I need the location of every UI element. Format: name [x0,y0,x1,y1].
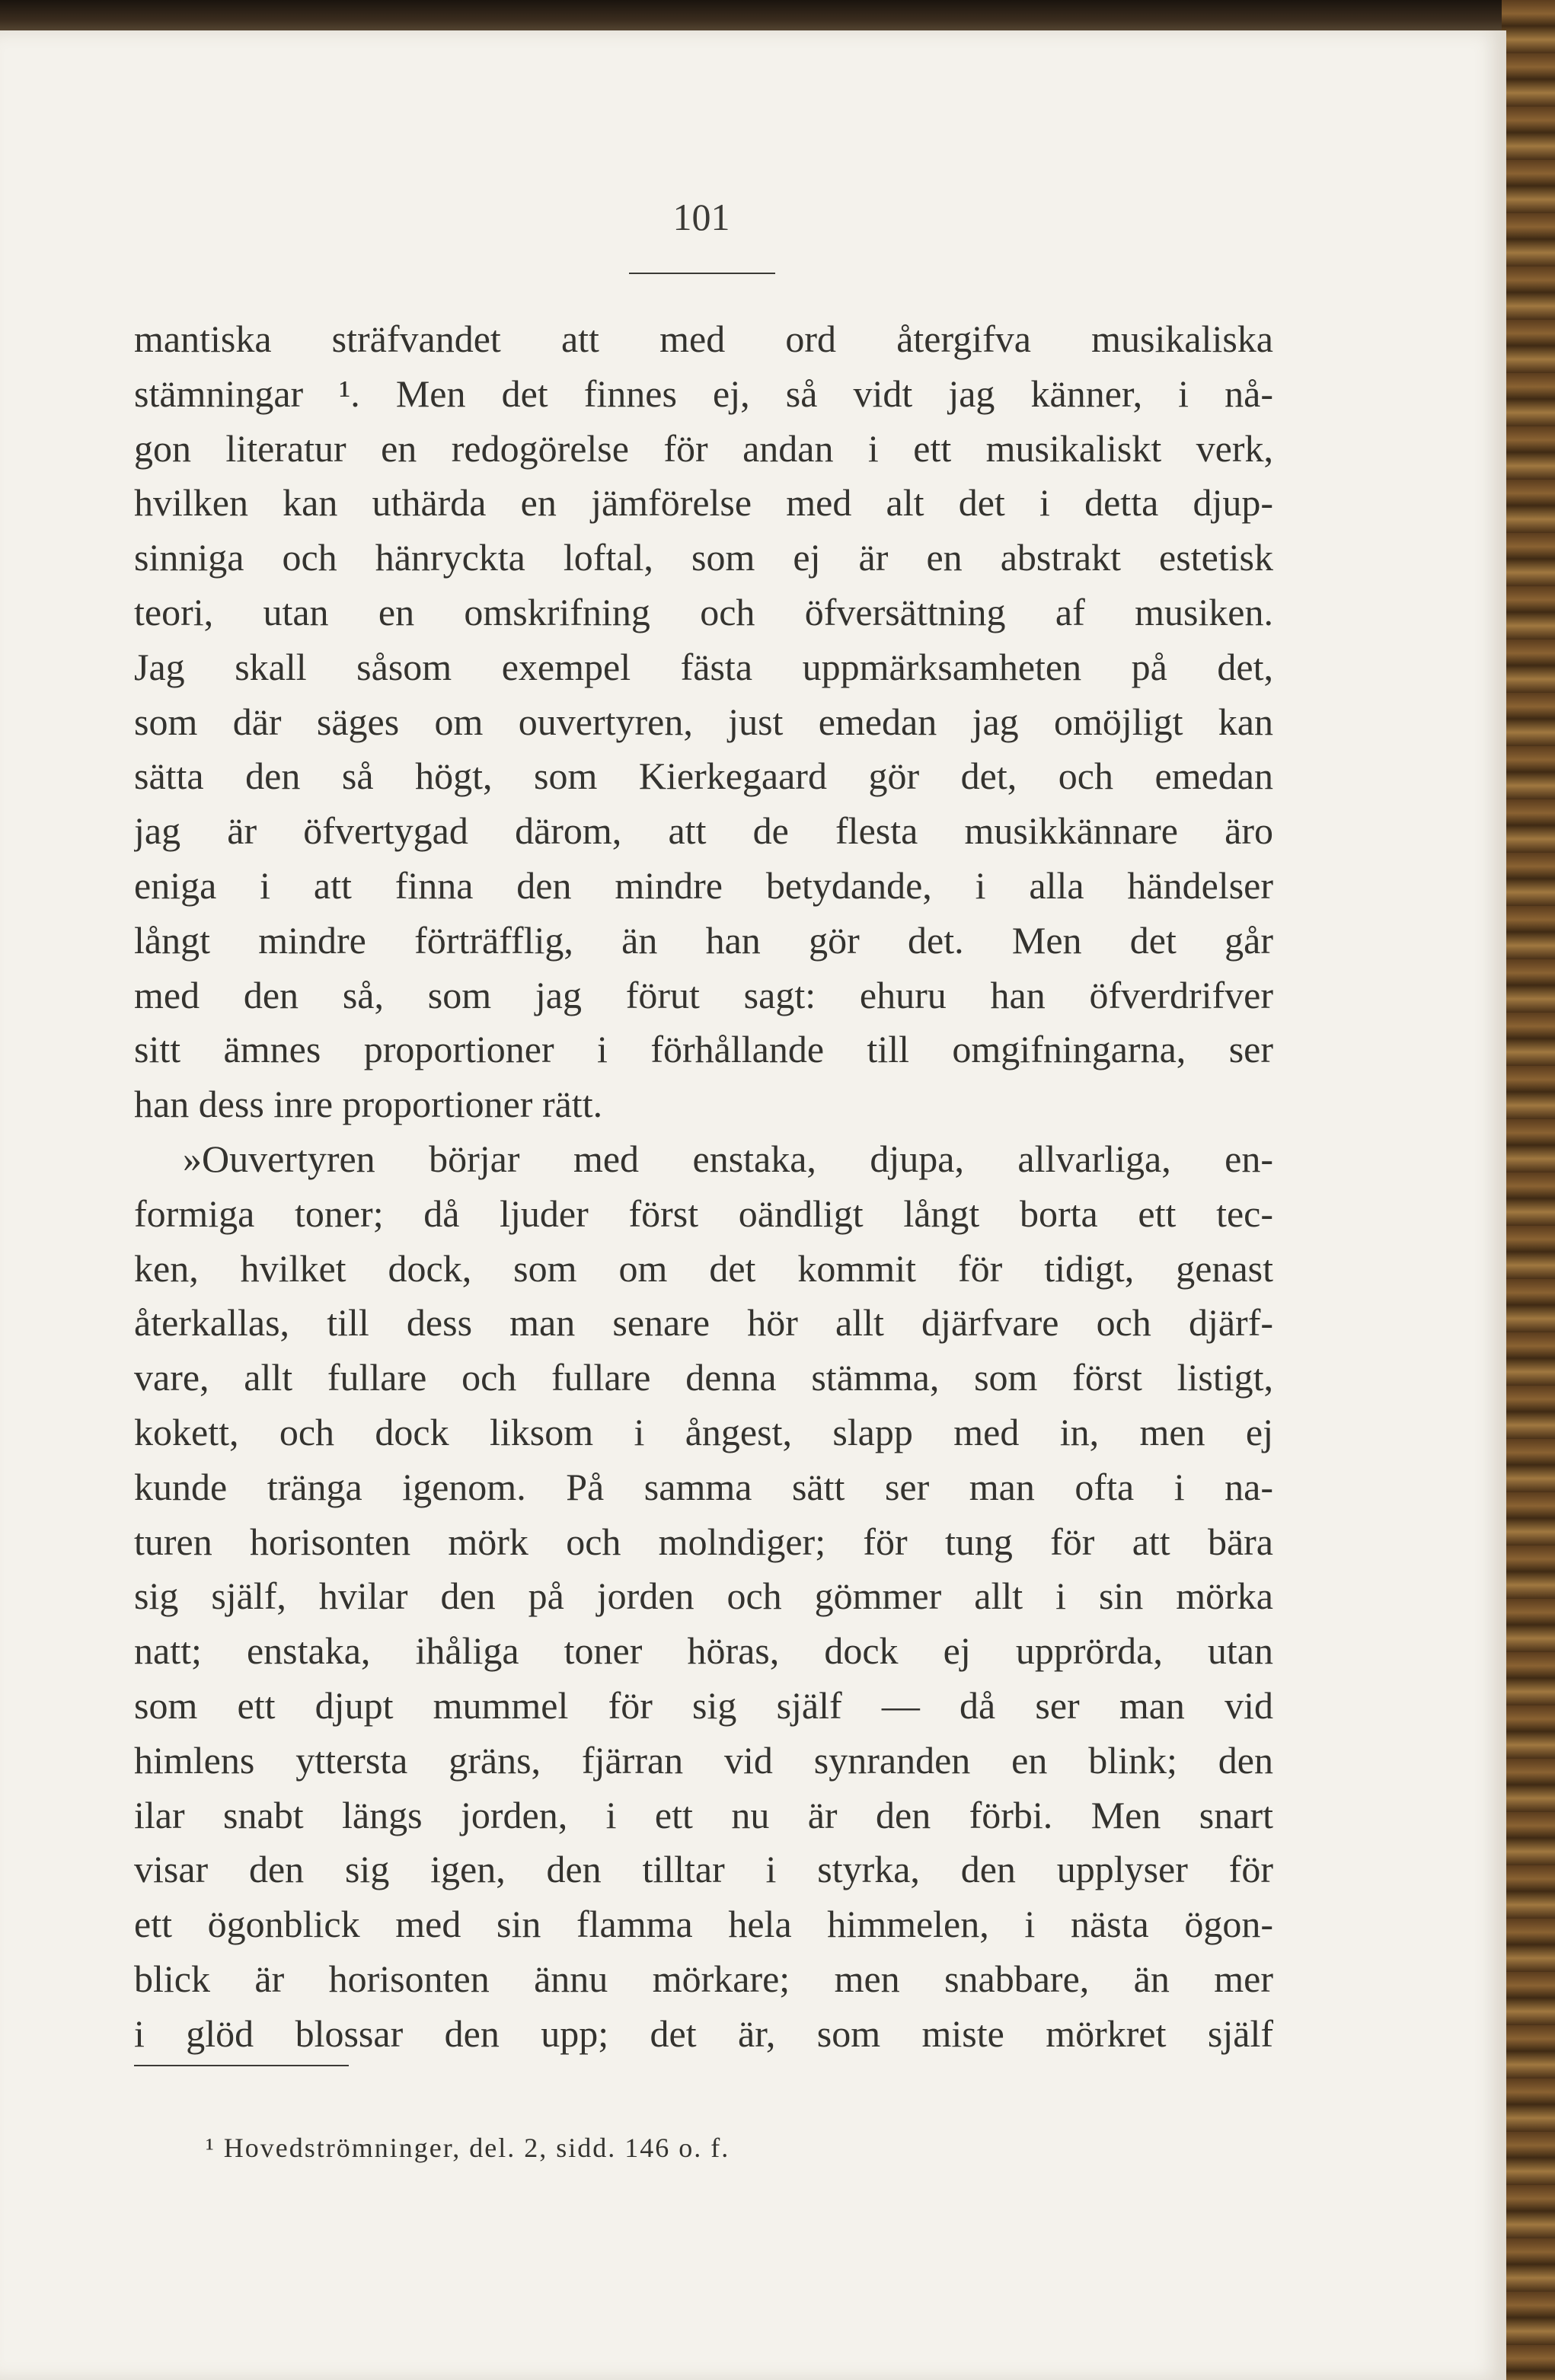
text-line: visar den sig igen, den tilltar i styrka, den upplyser för [134,1848,1273,1891]
text-line: turen horisonten mörk och molndiger; för tung för att bära [134,1520,1273,1563]
text-line: kokett, och dock liksom i ångest, slapp med in, men ej [134,1410,1273,1453]
text-line: kunde tränga igenom. På samma sätt ser man ofta i na- [134,1465,1273,1508]
text-line: med den så, som jag förut sagt: ehuru han öfverdrifver [134,973,1273,1016]
text-line: i glöd blossar den upp; det är, som miste mörkret själf [134,2012,1273,2055]
footnote-separator [134,2065,349,2066]
book-spine-edge [1502,0,1555,2380]
text-line: ett ögonblick med sin flamma hela himmelen, i nästa ögon- [134,1903,1273,1946]
text-line: som där säges om ouvertyren, just emedan jag omöjligt kan [134,700,1273,743]
text-line: »Ouvertyren börjar med enstaka, djupa, allvarliga, en- [183,1137,1273,1180]
body-text [134,312,1273,2062]
page-number-underline [629,273,775,274]
text-line: teori, utan en omskrifning och öfversättning af musiken. [134,590,1273,633]
footnote: ¹ Hovedströmninger, del. 2, sidd. 146 o. f. [206,2133,730,2163]
text-line: sätta den så högt, som Kierkegaard gör det, och emedan [134,755,1273,798]
text-line: ken, hvilket dock, som om det kommit för tidigt, genast [134,1246,1273,1290]
text-line: stämningar ¹. Men det finnes ej, så vidt jag känner, i nå- [134,372,1273,415]
text-line: formiga toner; då ljuder först oändligt långt borta ett tec- [134,1192,1273,1235]
page-sheet [0,30,1506,2380]
page-number: 101 [672,196,730,238]
text-line: han dess inre proportioner rätt. [134,1083,603,1126]
text-line: sinniga och hänryckta loftal, som ej är en abstrakt estetisk [134,536,1273,579]
page-top-edge [0,0,1555,33]
text-line: blick är horisonten ännu mörkare; men snabbare, än mer [134,1957,1273,2000]
text-line: återkallas, till dess man senare hör allt djärfvare och djärf- [134,1301,1273,1345]
text-line: natt; enstaka, ihåliga toner höras, dock ej upprörda, utan [134,1629,1273,1673]
text-line: Jag skall såsom exempel fästa uppmärksamheten på det, [134,645,1273,688]
text-line: eniga i att finna den mindre betydande, i alla händelser [134,863,1273,907]
text-line: mantiska sträfvandet att med ord återgifva musikaliska [134,317,1273,360]
text-line: sitt ämnes proportioner i förhållande till omgifningarna, ser [134,1028,1273,1071]
text-line: himlens yttersta gräns, fjärran vid synranden en blink; den [134,1738,1273,1782]
text-line: långt mindre förträfflig, än han gör det. Men det går [134,918,1273,962]
text-line: vare, allt fullare och fullare denna stämma, som först listigt, [134,1356,1273,1399]
text-line: hvilken kan uthärda en jämförelse med alt det i detta djup- [134,481,1273,525]
text-line: som ett djupt mummel för sig själf — då ser man vid [134,1683,1273,1727]
text-line: sig själf, hvilar den på jorden och gömmer allt i sin mörka [134,1574,1273,1618]
text-line: ilar snabt längs jorden, i ett nu är den förbi. Men snart [134,1793,1273,1836]
text-line: jag är öfvertygad därom, att de flesta musikkännare äro [134,809,1273,853]
text-line: gon literatur en redogörelse för andan i ett musikaliskt verk, [134,426,1273,470]
